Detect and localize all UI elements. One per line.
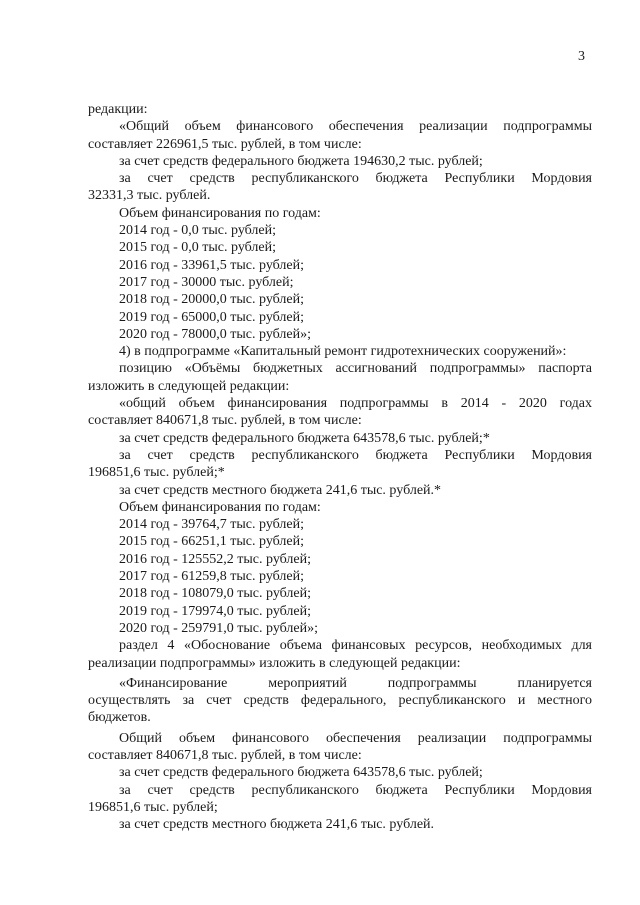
text-line: составляет 840671,8 тыс. рублей, в том числе: — [88, 413, 362, 429]
text-line: Объем финансирования по годам: — [119, 499, 321, 515]
body-text — [88, 101, 592, 833]
text-line: бюджетов. — [88, 710, 151, 726]
text-line: 4) в подпрограмме «Капитальный ремонт гидротехнических сооружений»: — [119, 344, 567, 360]
text-line: изложить в следующей редакции: — [88, 378, 290, 394]
text-line: за счет средств местного бюджета 241,6 тыс. рублей.* — [119, 482, 442, 498]
text-line: за счет средств республиканского бюджета Республики Мордовия — [119, 782, 592, 798]
text-line: «Общий объем финансового обеспечения реализации подпрограммы — [119, 119, 592, 135]
text-line: позицию «Объёмы бюджетных ассигнований подпрограммы» паспорта — [119, 361, 592, 377]
text-line: 2016 год - 33961,5 тыс. рублей; — [119, 257, 305, 273]
text-line: за счет средств местного бюджета 241,6 тыс. рублей. — [119, 817, 435, 833]
text-line: 2020 год - 259791,0 тыс. рублей»; — [119, 620, 319, 636]
text-line: составляет 840671,8 тыс. рублей, в том числе: — [88, 747, 362, 763]
page-number: 3 — [578, 49, 585, 64]
text-line: Объем финансирования по годам: — [119, 205, 321, 221]
text-line: реализации подпрограммы» изложить в следующей редакции: — [88, 655, 461, 671]
text-line: 2017 год - 30000 тыс. рублей; — [119, 274, 294, 290]
text-line: за счет средств федерального бюджета 194630,2 тыс. рублей; — [119, 153, 483, 169]
text-line: 2018 год - 20000,0 тыс. рублей; — [119, 292, 305, 308]
text-line: 2015 год - 0,0 тыс. рублей; — [119, 240, 277, 256]
text-line: раздел 4 «Обоснование объема финансовых ресурсов, необходимых для — [119, 638, 592, 654]
text-line: 2016 год - 125552,2 тыс. рублей; — [119, 551, 312, 567]
text-line: составляет 226961,5 тыс. рублей, в том числе: — [88, 136, 362, 152]
text-line: «Финансирование мероприятий подпрограммы планируется — [119, 675, 592, 691]
text-line: 196851,6 тыс. рублей;* — [88, 465, 225, 481]
text-line: 32331,3 тыс. рублей. — [88, 188, 211, 204]
text-line: Общий объем финансового обеспечения реализации подпрограммы — [119, 730, 592, 746]
text-line: за счет средств республиканского бюджета Республики Мордовия — [119, 447, 592, 463]
text-line: 2014 год - 39764,7 тыс. рублей; — [119, 517, 305, 533]
text-line: за счет средств федерального бюджета 643578,6 тыс. рублей;* — [119, 430, 490, 446]
text-line: 196851,6 тыс. рублей; — [88, 799, 218, 815]
text-line: 2019 год - 179974,0 тыс. рублей; — [119, 603, 312, 619]
text-line: «общий объем финансирования подпрограммы в 2014 - 2020 годах — [119, 396, 592, 412]
text-line: 2020 год - 78000,0 тыс. рублей»; — [119, 326, 312, 342]
text-line: редакции: — [88, 102, 148, 117]
text-line: 2018 год - 108079,0 тыс. рублей; — [119, 586, 312, 602]
text-line: 2017 год - 61259,8 тыс. рублей; — [119, 569, 305, 585]
text-line: 2019 год - 65000,0 тыс. рублей; — [119, 309, 305, 325]
text-line: за счет средств федерального бюджета 643578,6 тыс. рублей; — [119, 765, 483, 781]
text-line: за счет средств республиканского бюджета Республики Мордовия — [119, 171, 592, 187]
text-line: 2014 год - 0,0 тыс. рублей; — [119, 223, 277, 239]
text-line: осуществлять за счет средств федерального, республиканского и местного — [88, 693, 592, 709]
text-line: 2015 год - 66251,1 тыс. рублей; — [119, 534, 305, 550]
